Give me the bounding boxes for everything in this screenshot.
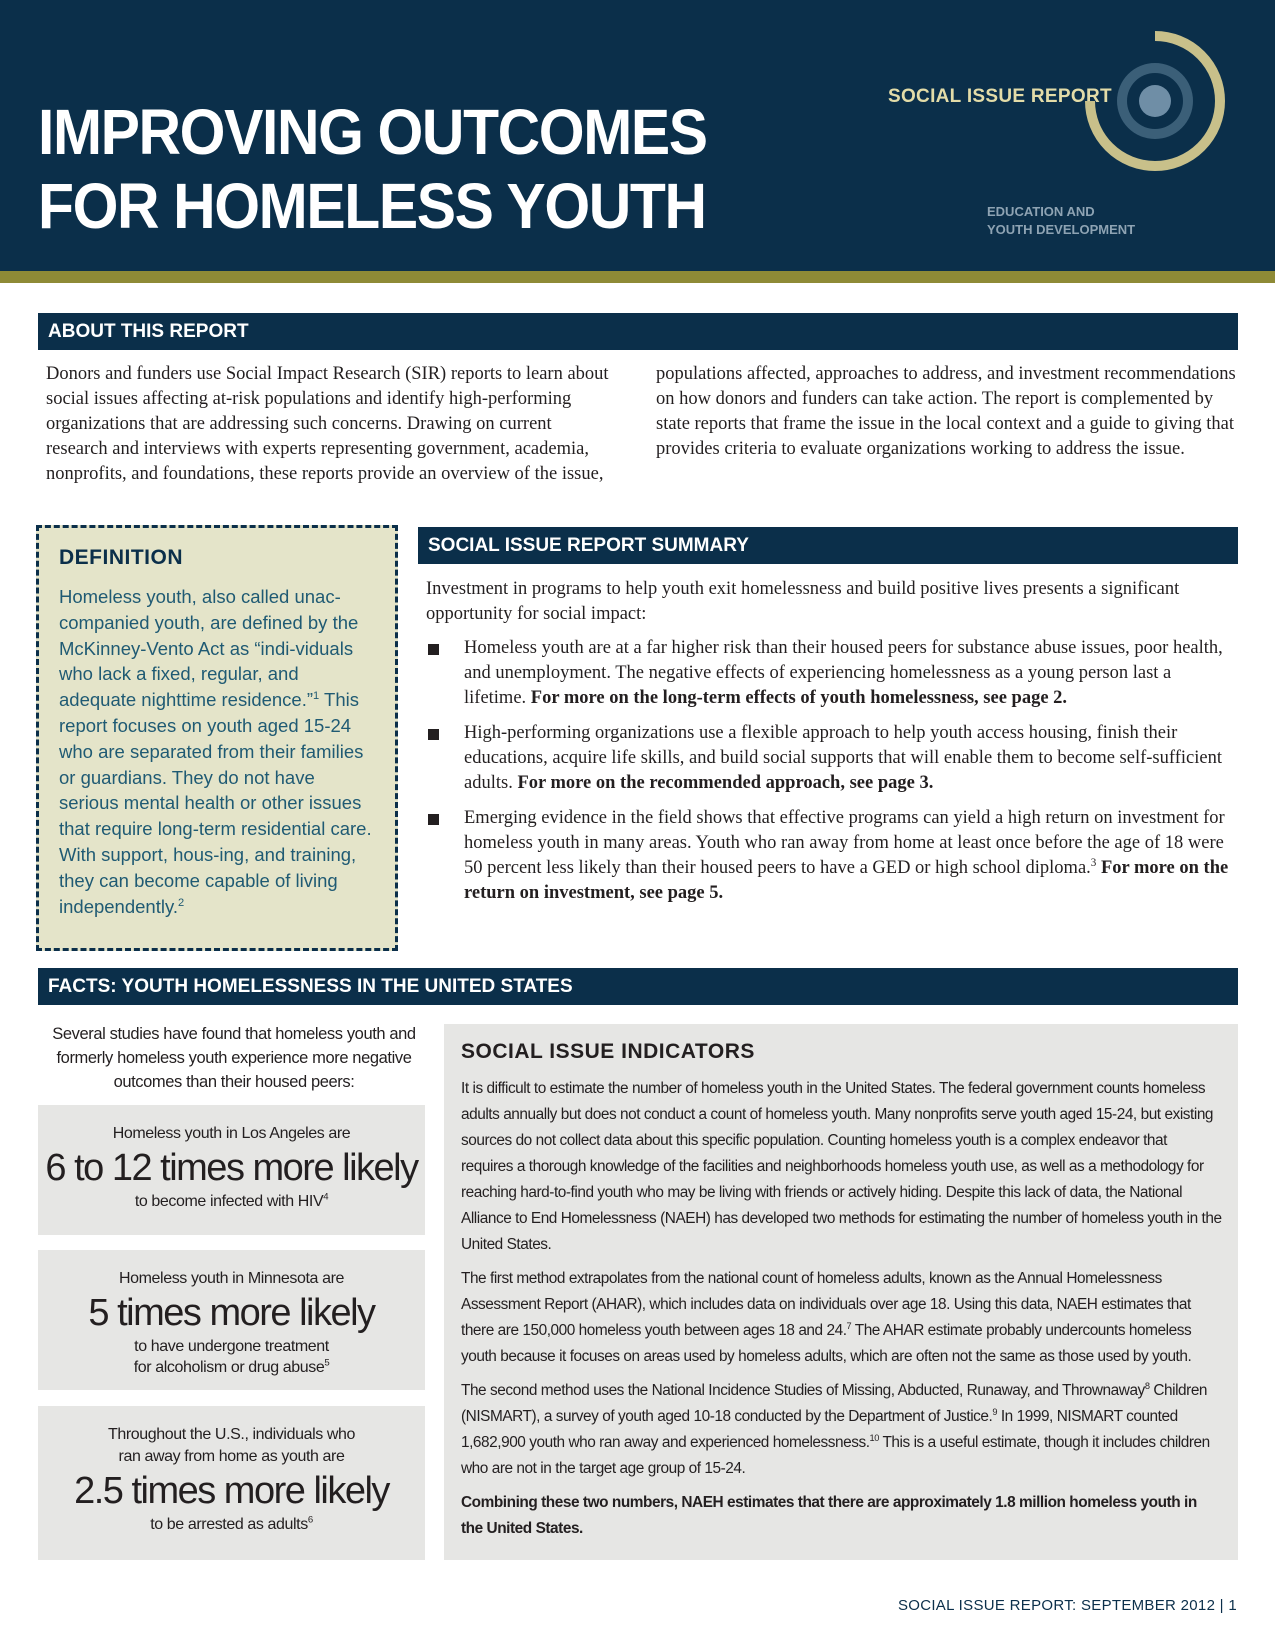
- paragraph-part: The second method uses the National Incidence Studies of Missing, Abducted, Runaway, and Thrownaway: [461, 1382, 1145, 1399]
- definition-text: [59, 584, 377, 919]
- definition-part-1: Homeless youth, also called unac-companied youth, are defined by the McKinney-Vento Act as “indi-viduals who lack a fixed, regular, and adequate nighttime residence.”: [59, 586, 359, 711]
- indicators-paragraph-3: [461, 1378, 1222, 1482]
- report-title: [38, 95, 707, 243]
- footnote-ref: 2: [177, 896, 185, 909]
- bullet-page-reference: For more on the long-term effects of youth homelessness, see page 2.: [530, 688, 1068, 708]
- bullet-text: Homeless youth are at a far higher risk than their housed peers for substance abuse issues, poor health, and unemployment. The negative effects of experiencing homelessness as a young person last a lifetime.: [464, 638, 1223, 708]
- indicators-paragraph-1: It is difficult to estimate the number of homeless youth in the United States. The federal government counts homeless adults annually but does not conduct a count of homeless youth. Many nonprofits serve youth aged 15-24, but existing sources do not collect data about this specific population. Counting homeless youth is a complex endeavor that requires a thorough knowledge of the facilities and neighborhoods homeless youth use, as well as a methodology for reaching hard-to-find youth who may be living with friends or actively hiding. Despite this lack of data, the National Alliance to End Homelessness (NAEH) has developed two methods for estimating the number of homeless youth in the United States.: [461, 1080, 1222, 1253]
- list-item: [426, 806, 1238, 906]
- target-logo-icon: [1080, 26, 1230, 176]
- footnote-ref: 8: [1144, 1380, 1150, 1391]
- bullet-square-icon: [428, 814, 439, 825]
- paragraph-part: Children (NISMART), a survey of youth aged 10-18 conducted by the Department of Justice.: [461, 1382, 1208, 1425]
- about-heading: ABOUT THIS REPORT: [38, 313, 1238, 350]
- stat-post-line: to be arrested as adults: [150, 1516, 308, 1533]
- bullet-text: High-performing organizations use a flexible approach to help youth access housing, finish their educations, acquire life skills, and build social supports that will enable them to become self-sufficient adults.: [464, 723, 1222, 793]
- summary-heading: SOCIAL ISSUE REPORT SUMMARY: [418, 527, 1238, 564]
- paragraph-part: The AHAR estimate probably undercounts homeless youth because it focuses on areas used by homeless adults, which are often not the same as those used by youth.: [461, 1322, 1192, 1365]
- stat-post-line: to become infected with HIV: [134, 1193, 324, 1210]
- stat-pre: Homeless youth in Minnesota are: [118, 1270, 345, 1287]
- stat-post: [38, 1191, 425, 1212]
- stat-box-minnesota: [38, 1250, 425, 1390]
- stat-post: [38, 1514, 425, 1535]
- paragraph-part: This is a useful estimate, though it includes children who are not in the target age group of 15-24.: [461, 1434, 1210, 1477]
- stat-pre: Homeless youth in Los Angeles are: [112, 1125, 351, 1142]
- report-type-label: SOCIAL ISSUE REPORT: [888, 86, 1112, 107]
- definition-part-2: This report focuses on youth aged 15-24 who are separated from their families or guardians. They do not have serious mental health or other issues that require long-term residential care. With support, hous-ing, and training, they can become capable of living independently.: [59, 689, 372, 917]
- indicators-heading: SOCIAL ISSUE INDICATORS: [461, 1040, 755, 1063]
- paragraph-part: The first method extrapolates from the national count of homeless adults, known as the Annual Homelessness Assessment Report (AHAR), which includes data on individuals over age 18. Using this data, NAEH estimates that there are 150,000 homeless youth between ages 18 and 24.: [461, 1270, 1191, 1339]
- stat-highlight: 2.5 times more likely: [74, 1470, 389, 1512]
- list-item: [426, 721, 1238, 796]
- bullet-square-icon: [428, 729, 439, 740]
- footnote-ref: 3: [1090, 856, 1097, 869]
- stat-post: [38, 1357, 425, 1378]
- title-line-1: IMPROVING OUTCOMES: [38, 96, 707, 168]
- footnote-ref: 6: [307, 1514, 313, 1526]
- definition-heading: DEFINITION: [59, 546, 183, 569]
- bullet-page-reference: For more on the recommended approach, see page 3.: [517, 773, 934, 793]
- footnote-ref: 1: [313, 690, 320, 703]
- stat-pre: Throughout the U.S., individuals who: [107, 1426, 356, 1443]
- category-line-1: EDUCATION AND: [987, 204, 1095, 219]
- indicators-paragraph-2: [461, 1266, 1222, 1370]
- paragraph-part: In 1999, NISMART counted 1,682,900 youth who ran away and experienced homelessness.: [461, 1408, 1178, 1451]
- page-footer: SOCIAL ISSUE REPORT: SEPTEMBER 2012 | 1: [897, 1597, 1237, 1614]
- indicators-box: [444, 1024, 1238, 1560]
- about-text-left: Donors and funders use Social Impact Research (SIR) reports to learn about social issues affecting at-risk populations and identify high-performing organizations that are addressing such concerns. Drawing on current research and interviews with experts representing government, academia, nonprofits, and foundations, these reports provide an overview of the issue,: [46, 364, 609, 484]
- stat-box-los-angeles: [38, 1105, 425, 1235]
- bullet-text: Emerging evidence in the field shows that effective programs can yield a high return on investment for homeless youth in many areas. Youth who ran away from home at least once before the age of 18 were 50 percent less likely than their housed peers to have a GED or high school diploma.: [464, 808, 1225, 878]
- footnote-ref: 10: [869, 1432, 879, 1443]
- header-stripe: [0, 271, 1275, 283]
- indicators-conclusion: Combining these two numbers, NAEH estimates that there are approximately 1.8 million homeless youth in the United States.: [461, 1494, 1197, 1537]
- definition-box: [36, 525, 398, 951]
- category-label: [987, 203, 1135, 239]
- stat-pre: ran away from home as youth are: [118, 1448, 345, 1465]
- summary-intro: Investment in programs to help youth exit homelessness and build positive lives presents a significant opportunity for social impact:: [426, 579, 1180, 624]
- summary-bullets: [426, 636, 1238, 916]
- bullet-page-reference: For more on the return on investment, see page 5.: [464, 858, 1229, 903]
- footnote-ref: 5: [324, 1357, 330, 1369]
- bullet-square-icon: [428, 644, 439, 655]
- stat-highlight: 6 to 12 times more likely: [45, 1147, 418, 1189]
- list-item: [426, 636, 1238, 711]
- footnote-ref: 9: [992, 1406, 998, 1417]
- title-line-2: FOR HOMELESS YOUTH: [38, 170, 706, 242]
- stat-post-line: for alcoholism or drug abuse: [133, 1359, 325, 1376]
- header-band: [0, 0, 1275, 271]
- footnote-ref: 7: [846, 1320, 852, 1331]
- about-text-right: populations affected, approaches to address, and investment recommendations on how donors and funders can take action. The report is complemented by state reports that frame the issue in the local context and a guide to giving that provides criteria to evaluate organizations working to address the issue.: [656, 364, 1236, 459]
- facts-intro: Several studies have found that homeless youth and formerly homeless youth experience more negative outcomes than their housed peers:: [52, 1025, 416, 1091]
- stat-post-line: to have undergone treatment: [134, 1338, 329, 1355]
- stat-box-us: [38, 1406, 425, 1560]
- facts-heading: FACTS: YOUTH HOMELESSNESS IN THE UNITED STATES: [38, 968, 1238, 1005]
- stat-highlight: 5 times more likely: [88, 1292, 375, 1334]
- footnote-ref: 4: [323, 1191, 329, 1203]
- category-line-2: YOUTH DEVELOPMENT: [987, 222, 1136, 237]
